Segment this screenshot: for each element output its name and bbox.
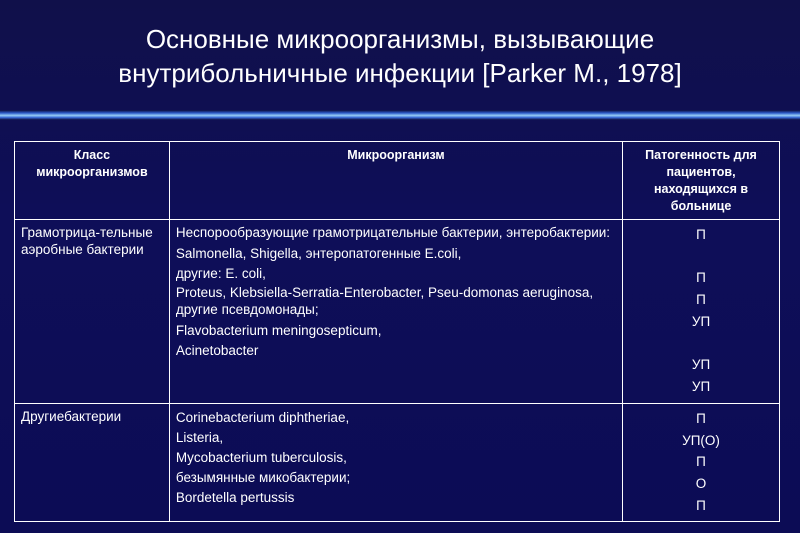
pathogenicity-value: П (696, 227, 706, 242)
pathogenicity-value: УП (691, 357, 711, 373)
list-item: Bordetella pertussis (175, 490, 295, 505)
pathogenicity-value: УП (691, 378, 711, 394)
pathogenicity-value: УП (691, 313, 711, 329)
row-class-gram-negative: Грамотрица-тельные аэробные бактерии (15, 220, 170, 404)
list-item: другие: E. coli, (175, 266, 266, 281)
header-class: Класс микроорганизмов (15, 142, 170, 220)
row-items-other-bacteria (169, 404, 622, 522)
row-pathogenicity-other-bacteria (623, 404, 780, 522)
header-microorganism: Микроорганизм (169, 142, 622, 220)
pathogenicity-value: П (696, 270, 706, 286)
table-row (15, 404, 780, 522)
title-divider (0, 110, 800, 120)
list-item: безымянные микобактерии; (175, 470, 351, 485)
pathogenicity-value: П (696, 497, 706, 513)
row-class-other-bacteria: Другиебактерии (15, 404, 170, 522)
list-item: Listeria, (175, 430, 224, 445)
header-pathogenicity: Патогенность для пациентов, находящихся в больнице (623, 142, 780, 220)
microorganisms-table (14, 141, 780, 522)
list-item: Proteus, Klebsiella-Serratia-Enterobacter, Pseu-domonas aeruginosa, другие псевдомонады; (175, 285, 594, 317)
title-line-1: Основные микроорганизмы, вызывающие (145, 24, 655, 54)
list-item: Flavobacterium meningosepticum, (175, 323, 382, 338)
list-item: Неспорообразующие грамотрицательные бактерии, энтеробактерии: (175, 225, 611, 240)
pathogenicity-spacer (629, 333, 773, 355)
pathogenicity-value: УП(О) (682, 432, 720, 448)
row-pathogenicity-gram-negative (623, 220, 780, 404)
title-line-2: внутрибольничные инфекции [Parker M., 1978] (118, 58, 682, 88)
pathogenicity-spacer (629, 246, 773, 268)
list-item: Salmonella, Shigella, энтеропатогенные E.coli, (175, 246, 462, 261)
list-item: Corinebacterium diphtheriae, (175, 410, 350, 425)
list-item: Mycobacterium tuberculosis, (175, 450, 347, 465)
table-header-row (15, 142, 780, 220)
pathogenicity-value: О (695, 476, 707, 492)
row-items-gram-negative (169, 220, 622, 404)
slide-title (0, 22, 800, 90)
list-item: Acinetobacter (175, 343, 259, 358)
pathogenicity-value: П (696, 411, 706, 426)
table-row (15, 220, 780, 404)
pathogenicity-value: П (696, 454, 706, 470)
pathogenicity-value: П (696, 292, 706, 308)
